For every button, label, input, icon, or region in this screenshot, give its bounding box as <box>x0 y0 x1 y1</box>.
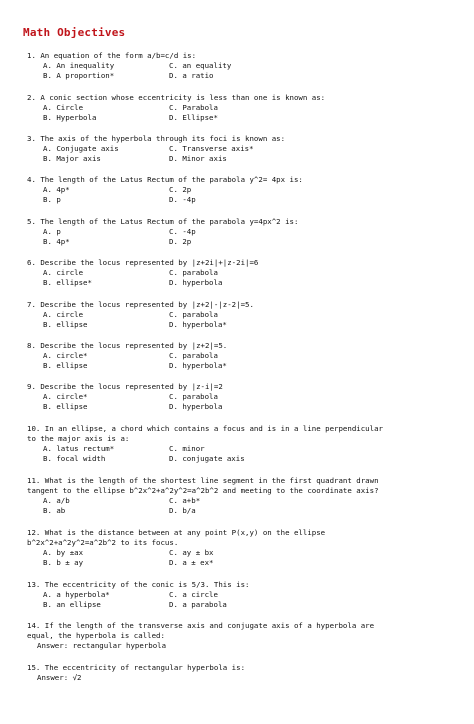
question-stem: 4. The length of the Latus Rectum of the parabola y^2= 4px is: <box>27 175 303 184</box>
option: B. Hyperbola <box>43 113 97 122</box>
option: A. by ±ax <box>43 548 84 557</box>
option: D. conjugate axis <box>169 454 245 463</box>
options <box>27 351 295 371</box>
question-7 <box>27 300 295 330</box>
options <box>27 144 295 164</box>
option: C. -4p <box>169 227 196 236</box>
question-6 <box>27 258 295 288</box>
option: C. parabola <box>169 351 218 360</box>
question-15 <box>27 663 245 683</box>
answer-text: Answer: rectangular hyperbola <box>37 641 167 650</box>
option: A. circle* <box>43 351 88 360</box>
question-stem: tangent to the ellipse b^2x^2+a^2y^2=a^2b^2 and meeting to the coordinate axis? <box>27 486 379 495</box>
option: A. a hyperbola* <box>43 590 110 599</box>
option: C. 2p <box>169 185 192 194</box>
option: A. latus rectum* <box>43 444 115 453</box>
options <box>27 227 298 247</box>
question-stem: 6. Describe the locus represented by |z+2i|+|z-2i|=6 <box>27 258 259 267</box>
question-2 <box>27 93 325 123</box>
option: B. ellipse <box>43 320 88 329</box>
option: D. Ellipse* <box>169 113 218 122</box>
option: D. a ± ex* <box>169 558 214 567</box>
option: C. minor <box>169 444 205 453</box>
option: A. An inequality <box>43 61 115 70</box>
option: B. ab <box>43 506 66 515</box>
option: C. an equality <box>169 61 232 70</box>
question-stem: 1. An equation of the form a/b=c/d is: <box>27 51 197 60</box>
page-title: Math Objectives <box>23 26 126 39</box>
option: B. ellipse <box>43 402 88 411</box>
option: A. a/b <box>43 496 70 505</box>
option: D. a parabola <box>169 600 227 609</box>
question-stem: b^2x^2+a^2y^2=a^2b^2 to its focus. <box>27 538 179 547</box>
options <box>27 496 379 516</box>
question-4 <box>27 175 303 205</box>
option: B. A proportion* <box>43 71 115 80</box>
question-14 <box>27 621 374 651</box>
option: D. a ratio <box>169 71 214 80</box>
question-stem: 3. The axis of the hyperbola through its foci is known as: <box>27 134 286 143</box>
question-stem: 15. The eccentricity of rectangular hyperbola is: <box>27 663 246 672</box>
option: A. circle <box>43 268 84 277</box>
options <box>27 590 295 610</box>
option: C. a circle <box>169 590 218 599</box>
question-stem: 11. What is the length of the shortest line segment in the first quadrant drawn <box>27 476 379 485</box>
options <box>27 185 303 205</box>
option: B. focal width <box>43 454 106 463</box>
question-stem: 10. In an ellipse, a chord which contains a focus and is in a line perpendicular <box>27 424 383 433</box>
question-stem: to the major axis is a: <box>27 434 130 443</box>
option: C. parabola <box>169 268 218 277</box>
option: B. ellipse* <box>43 278 92 287</box>
question-stem: 7. Describe the locus represented by |z+2|-|z-2|=5. <box>27 300 254 309</box>
option: C. Parabola <box>169 103 218 112</box>
answer-text: Answer: √2 <box>37 673 82 682</box>
question-stem: equal, the hyperbola is called: <box>27 631 165 640</box>
question-5 <box>27 217 298 247</box>
question-8 <box>27 341 295 371</box>
option: A. circle <box>43 310 84 319</box>
question-9 <box>27 382 295 412</box>
option: C. parabola <box>169 310 218 319</box>
option: A. Conjugate axis <box>43 144 119 153</box>
option: C. parabola <box>169 392 218 401</box>
question-stem: 2. A conic section whose eccentricity is less than one is known as: <box>27 93 326 102</box>
question-13 <box>27 580 295 610</box>
question-12 <box>27 528 325 568</box>
option: D. b/a <box>169 506 196 515</box>
question-11 <box>27 476 379 516</box>
question-stem: 9. Describe the locus represented by |z-i|=2 <box>27 382 223 391</box>
option: D. hyperbola <box>169 402 223 411</box>
question-10 <box>27 424 383 464</box>
options <box>27 268 295 288</box>
question-stem: 12. What is the distance between at any point P(x,y) on the ellipse <box>27 528 326 537</box>
option: A. circle* <box>43 392 88 401</box>
question-stem: 5. The length of the Latus Rectum of the parabola y=4px^2 is: <box>27 217 299 226</box>
question-1 <box>27 51 295 81</box>
option: C. Transverse axis* <box>169 144 254 153</box>
question-3 <box>27 134 295 164</box>
option: D. hyperbola* <box>169 320 227 329</box>
options <box>27 61 295 81</box>
option: D. hyperbola* <box>169 361 227 370</box>
options <box>27 103 325 123</box>
options <box>27 392 295 412</box>
option: D. Minor axis <box>169 154 227 163</box>
option: A. p <box>43 227 61 236</box>
option: B. p <box>43 195 61 204</box>
option: B. Major axis <box>43 154 101 163</box>
option: D. -4p <box>169 195 196 204</box>
options <box>27 548 325 568</box>
option: B. ellipse <box>43 361 88 370</box>
option: C. ay ± bx <box>169 548 214 557</box>
question-stem: 13. The eccentricity of the conic is 5/3. This is: <box>27 580 250 589</box>
question-stem: 14. If the length of the transverse axis and conjugate axis of a hyperbola are <box>27 621 375 630</box>
options <box>27 444 383 464</box>
question-stem: 8. Describe the locus represented by |z+2|=5. <box>27 341 228 350</box>
option: D. 2p <box>169 237 192 246</box>
option: B. b ± ay <box>43 558 84 567</box>
option: D. hyperbola <box>169 278 223 287</box>
option: A. 4p* <box>43 185 70 194</box>
option: A. Circle <box>43 103 84 112</box>
options <box>27 310 295 330</box>
option: C. a+b* <box>169 496 201 505</box>
option: B. 4p* <box>43 237 70 246</box>
option: B. an ellipse <box>43 600 101 609</box>
